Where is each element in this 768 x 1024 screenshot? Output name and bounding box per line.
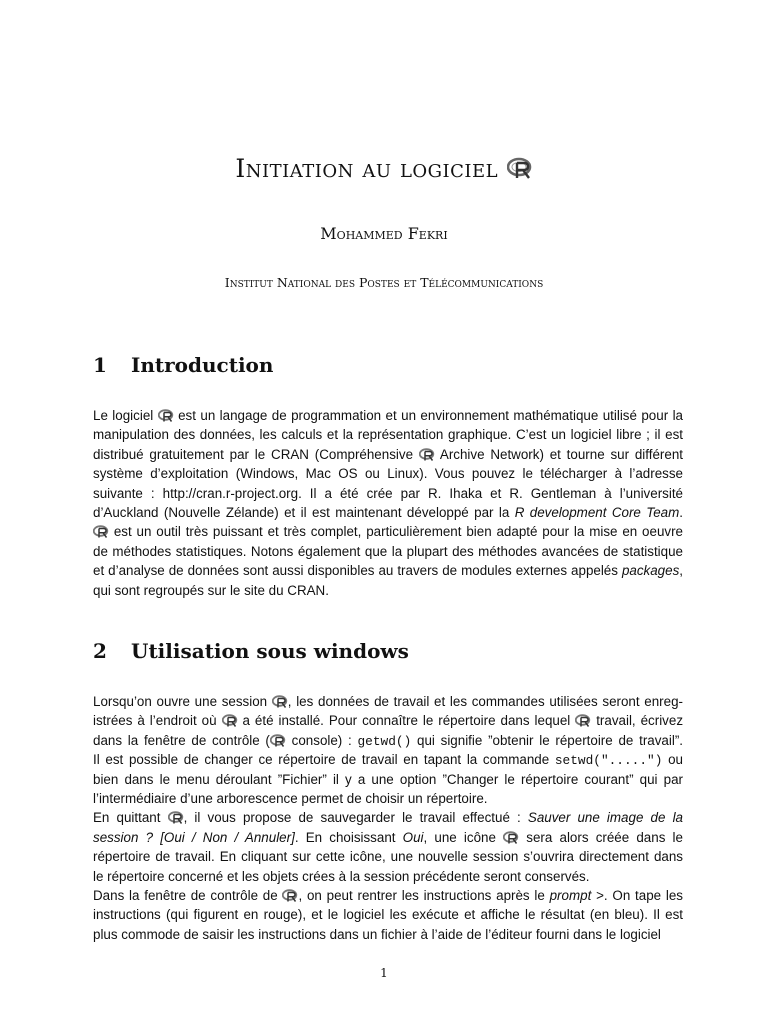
- section-number: 1: [93, 353, 107, 377]
- text-line: répertoire de travail. En cliquant sur cette icône, une nouvelle session s’ouvrira directement dans: [93, 849, 683, 865]
- text-line: bien dans le menu déroulant ”Fichier” il y a une option ”Changer le répertoire courant” qui par: [93, 771, 683, 787]
- section-paragraph: [93, 406, 683, 600]
- text-line: distribué gratuitement par le CRAN (Compréhensive Archive Network) et tourne sur différent: [93, 446, 683, 462]
- code-text: getwd(): [357, 733, 412, 749]
- emphasis-text: prompt: [549, 887, 592, 903]
- r-logo-icon: [158, 409, 174, 422]
- paper-affiliation: Institut National des Postes et Télécommunications: [224, 275, 544, 290]
- paper-title: [0, 152, 768, 186]
- text-line: Il est possible de changer ce répertoire de travail en tapant la commande setwd(".....") ou: [93, 752, 683, 769]
- emphasis-text: Sauver une image de la: [527, 810, 683, 826]
- section-heading: [93, 351, 273, 379]
- emphasis-text: Oui: [402, 829, 424, 845]
- section-paragraph: [93, 692, 683, 944]
- text-line: dans la fenêtre de contrôle ( console) : getwd() qui signifie ”obtenir le répertoire de travail”.: [93, 732, 683, 749]
- text-line: de méthodes statistiques. Notons également que la plupart des méthodes avancées de statistique: [93, 543, 683, 559]
- r-logo-icon: [270, 734, 286, 747]
- text-line: l’intermédiaire d’une arborescence permet de choisir un répertoire.: [93, 790, 488, 806]
- text-line: En quittant , il vous propose de sauvegarder le travail effectué : Sauver une image de la: [93, 810, 683, 826]
- r-logo-icon: [272, 695, 288, 708]
- text-line: istrées à l’endroit où a été installé. Pour connaître le répertoire dans lequel travail, écrivez: [93, 713, 683, 729]
- section-number: 2: [93, 639, 107, 663]
- text-line: le répertoire concerné et les objets crées à la session précédente seront conservés.: [93, 868, 590, 884]
- r-logo-icon: [503, 831, 519, 844]
- text-line: qui sont regroupés sur le site du CRAN.: [93, 582, 329, 598]
- r-logo-icon: [282, 889, 298, 902]
- section-title: Utilisation sous windows: [131, 639, 409, 663]
- paper-author: Mohammed Fekri: [320, 224, 448, 243]
- r-logo-icon: [575, 714, 591, 727]
- section-title: Introduction: [131, 353, 274, 377]
- text-line: Le logiciel est un langage de programmation et un environnement mathématique utilisé pour la: [93, 408, 683, 423]
- text-line: d’Auckland (Nouvelle Zélande) et il est maintenant développé par la R development Core Team.: [93, 504, 683, 520]
- text-line: Lorsqu’on ouvre une session , les données de travail et les commandes utilisées seront enreg-: [93, 694, 683, 709]
- text-line: instructions (qui figurent en rouge), et le logiciel les exécute et affiche le résultat (en bleu). Il est: [93, 907, 683, 923]
- text-line: système d’exploitation (Windows, Mac OS ou Linux). Vous pouvez le télécharger à l’adresse: [93, 466, 683, 482]
- r-logo-icon: [507, 157, 533, 179]
- r-logo-icon: [419, 448, 435, 461]
- emphasis-text: session ? [Oui / Non / Annuler]: [93, 829, 295, 845]
- text-line: Dans la fenêtre de contrôle de , on peut rentrer les instructions après le prompt >. On tape les: [93, 887, 683, 903]
- text-line: et d’analyse de données sont aussi disponibles au travers de modules externes appelés packages,: [93, 563, 683, 579]
- emphasis-text: R development Core Team: [514, 504, 680, 520]
- emphasis-text: packages: [621, 563, 680, 579]
- text-line: suivante : http://cran.r-project.org. Il a été crée par R. Ihaka et R. Gentleman à l’université: [93, 485, 683, 501]
- text-line: manipulation des données, les calculs et la représentation graphique. C’est un logiciel libre ; il est: [93, 427, 683, 443]
- r-logo-icon: [93, 525, 109, 538]
- r-logo-icon: [168, 811, 184, 824]
- section-heading: [93, 637, 409, 665]
- page-number: 1: [380, 966, 388, 980]
- code-text: setwd("....."): [554, 753, 663, 769]
- text-line: session ? [Oui / Non / Annuler]. En choisissant Oui, une icône sera alors créée dans le: [93, 829, 683, 845]
- text-line: plus commode de saisir les instructions dans un fichier à l’aide de l’éditeur fourni dans le logiciel: [93, 926, 661, 942]
- text-line: est un outil très puissant et très complet, particulièrement bien adapté pour la mise en oeuvre: [93, 522, 683, 541]
- r-logo-icon: [222, 714, 238, 727]
- paper-title-text: Initiation au logiciel: [235, 154, 499, 183]
